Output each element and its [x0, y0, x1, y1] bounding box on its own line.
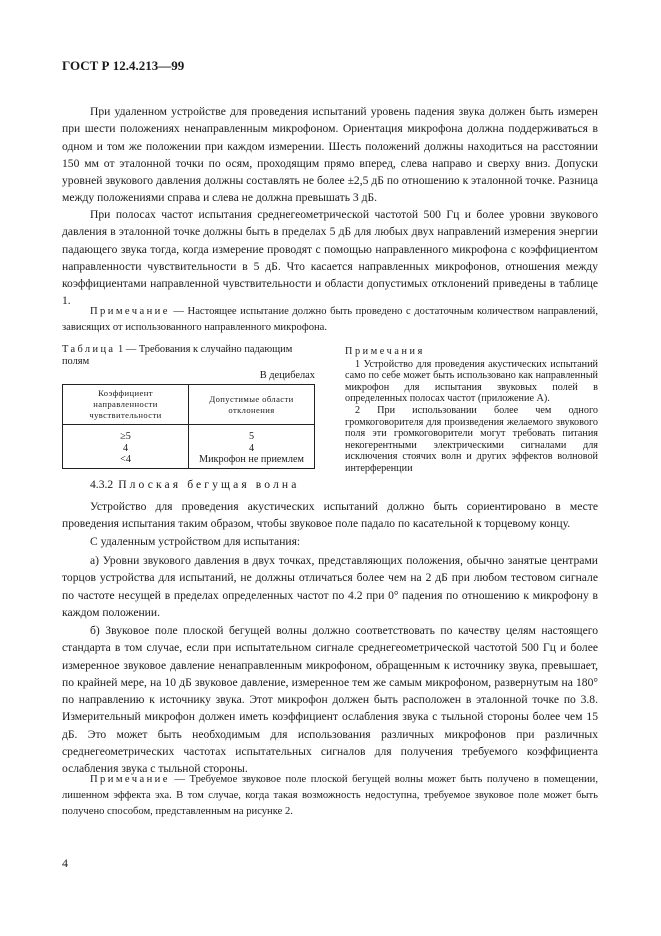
note-1: [62, 304, 598, 336]
note-2: [62, 772, 598, 820]
table-row: [63, 425, 315, 443]
list-item-a: а) Уровни звукового давления в двух точках, представляющих положения, обычно занятые центрами торцов устройства для испытаний, не должны отличаться более чем на 2 дБ при любом тестовом сигнале по частоте несущей в пределах определенных частот по 4.2 при 0° падения по отношению к микрофону в каждом положении.: [62, 554, 598, 619]
page-number: 4: [62, 856, 68, 870]
side-note-1: 1 Устройство для проведения акустических испытаний само по себе может быть использовано как направленный микрофон для испытания звуковых полей в определенных полосах частот (приложение А).: [345, 358, 598, 405]
note-2-text: — Требуемое звуковое поле плоской бегущей волны может быть получено в помещении, лишенном эффекта эха. В том случае, когда такая возможность недоступна, требуемое звуковое поле может быть получено способом, представленным на рисунке 2.: [62, 774, 598, 817]
section-title: Плоская бегущая волна: [118, 478, 300, 491]
side-notes-title: Примечания: [345, 346, 425, 357]
cell-deviation: 5: [189, 425, 315, 443]
table-caption-text: 1 — Требования к случайно падающим полям: [62, 344, 293, 367]
table-units: В децибелах: [259, 370, 315, 381]
section-heading: [90, 478, 299, 491]
document-code: ГОСТ Р 12.4.213—99: [62, 58, 185, 73]
note-2-label: Примечание: [90, 774, 170, 785]
side-note-2: 2 При использовании более чем одного громкоговорителя для произведения желаемого звукового поля эти громкоговорители могут требовать питания некогерентными электрическими сигналами для исключения стоячих волн и других эффектов волновой интерференции: [345, 404, 598, 474]
col-header-deviation: Допустимые области отклонения: [189, 385, 315, 425]
cell-coefficient: <4: [63, 454, 189, 468]
requirements-table: [62, 384, 315, 469]
paragraph-2: При полосах частот испытания среднегеометрической частотой 500 Гц и более уровни звукового давления в эталонной точке должны быть в пределах 5 дБ для любых двух направлений измерения энергии падающего звука тогда, когда измерение проводят с помощью направленного микрофона с коэффициентом направленности чувствительности в 5 дБ. Что касается направленных микрофонов, отношения между коэффициентами направленной чувствительности и области допустимых отклонений приведены в таблице 1.: [62, 208, 598, 308]
section-number: 4.3.2: [90, 478, 114, 491]
cell-coefficient: 4: [63, 443, 189, 455]
table-row: [63, 454, 315, 468]
col-header-coefficient: Коэффициент направленности чувствительности: [63, 385, 189, 425]
note-1-label: Примечание: [90, 306, 170, 317]
cell-deviation: 4: [189, 443, 315, 455]
table-label: Таблица: [62, 344, 116, 355]
list-item-b: б) Звуковое поле плоской бегущей волны должно соответствовать по качеству целям настоящего стандарта в том случае, если при испытательном сигнале среднегеометрической частотой 500 Гц и более измеренное звуковое давление ненаправленным микрофоном, обращенным к источнику звука, превышает, по крайней мере, на 10 дБ звуковое давление, измеренное тем же самым микрофоном, развернутым на 180° по направлению к источнику звука. Этот микрофон должен быть расположен в эталонной точке по 3.8. Измерительный микрофон должен иметь коэффициент ослабления звука с тыльной стороны более чем 15 дБ. Это может быть необходимым для использования различных микрофонов при различных среднегеометрических частотах испытательных сигналов для получения требуемого коэффициента ослабления звука с тыльной стороны.: [62, 624, 598, 776]
side-notes: [345, 346, 598, 475]
cell-coefficient: ≥5: [63, 425, 189, 443]
paragraph-1: При удаленном устройстве для проведения испытаний уровень падения звука должен быть измерен при шести положениях ненаправленным микрофоном. Ориентация микрофона должна поддерживаться в одном и том же положении при каждом измерении. Шесть положений должны находиться на расстоянии 150 мм от эталонной точки по осям, проходящим прямо вперед, слева направо и сверху вниз. Допуски уровней звукового давления должны составлять не более ±2,5 дБ по отношению к эталонной точке. Разница между положениями справа и слева не должна превышать 3 дБ.: [62, 105, 598, 205]
table-row: [63, 443, 315, 455]
note-1-text: — Настоящее испытание должно быть проведено с достаточным количеством направлений, зависящих от использованного направленного микрофона.: [62, 306, 598, 333]
cell-deviation: Микрофон не приемлем: [189, 454, 315, 468]
section-paragraph-1: Устройство для проведения акустических испытаний должно быть сориентировано в месте проведения испытания таким образом, чтобы звуковое поле падало по касательной к торцевому концу.: [62, 500, 598, 531]
section-paragraph-2: С удаленным устройством для испытания:: [90, 535, 301, 548]
table-caption: [62, 344, 322, 368]
